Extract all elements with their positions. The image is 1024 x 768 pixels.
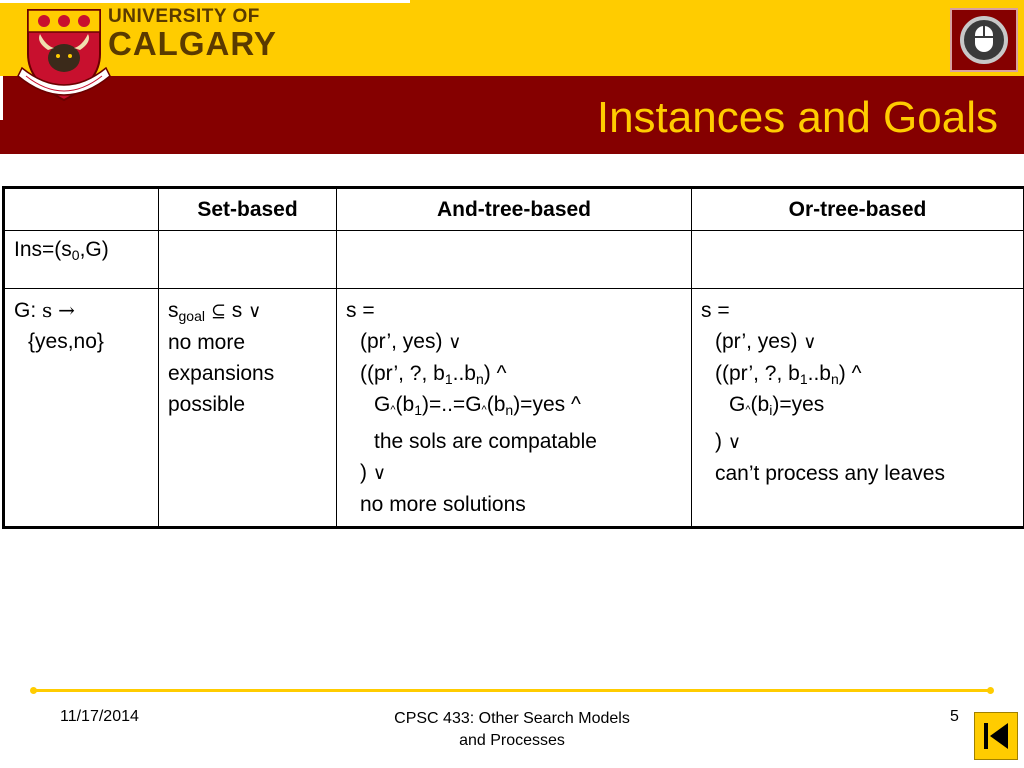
skip-to-first-button[interactable] [974,712,1018,760]
mouse-icon [950,8,1018,72]
row-label-instance: $Ins=(s_0,G)$ [4,231,159,289]
footer-page-number: 5 [950,708,959,725]
cell-goal-or-tree: s = (pr’, yes) ∨ ((pr’, ?, $b_1..b_n$) ^ $G\^{}(b_i)=yes$ ) ∨ can’t process any leaves [692,289,1024,528]
footer-divider [33,689,991,692]
slide-title: Instances and Goals [596,93,998,142]
university-wordmark [108,6,277,60]
cell-instance-or-tree [692,231,1024,289]
cell-goal-set-based: $s_{goal}$ ⊆ s ∨ no more expansions possible [159,289,337,528]
footer-divider-dot-right [987,687,994,694]
footer-course-line2: and Processes [459,732,565,749]
header-cell-set-based: Set-based [159,188,337,231]
row-label-goal: G: s → {yes,no} [4,289,159,528]
table-row-goal [4,289,1024,528]
table-row-instance [4,231,1024,289]
cell-goal-and-tree: s = (pr’, yes) ∨ ((pr’, ?, $b_1..b_n$) ^ $G\^{}(b_1)=..=G\^{}(b_n)=yes$ ^ the sols are compatable ) ∨ no more solutions [337,289,692,528]
header-left-notch [0,76,3,120]
header-cell-empty [4,188,159,231]
table-header-row [4,188,1024,231]
cell-instance-set-based [159,231,337,289]
header-cell-and-tree-based: And-tree-based [337,188,692,231]
header-cell-or-tree-based: Or-tree-based [692,188,1024,231]
footer-divider-dot-left [30,687,37,694]
header-white-strip [0,0,410,3]
skip-to-first-icon [975,713,1017,759]
university-crest-icon [14,6,114,110]
footer-date: 11/17/2014 [60,708,139,725]
footer-course-title [352,708,672,752]
university-wordmark-line2: CALGARY [108,25,277,62]
cell-instance-and-tree [337,231,692,289]
footer-course-line1: CPSC 433: Other Search Models [394,710,630,727]
comparison-table [2,186,1024,529]
university-wordmark-line1: UNIVERSITY OF [108,6,260,27]
